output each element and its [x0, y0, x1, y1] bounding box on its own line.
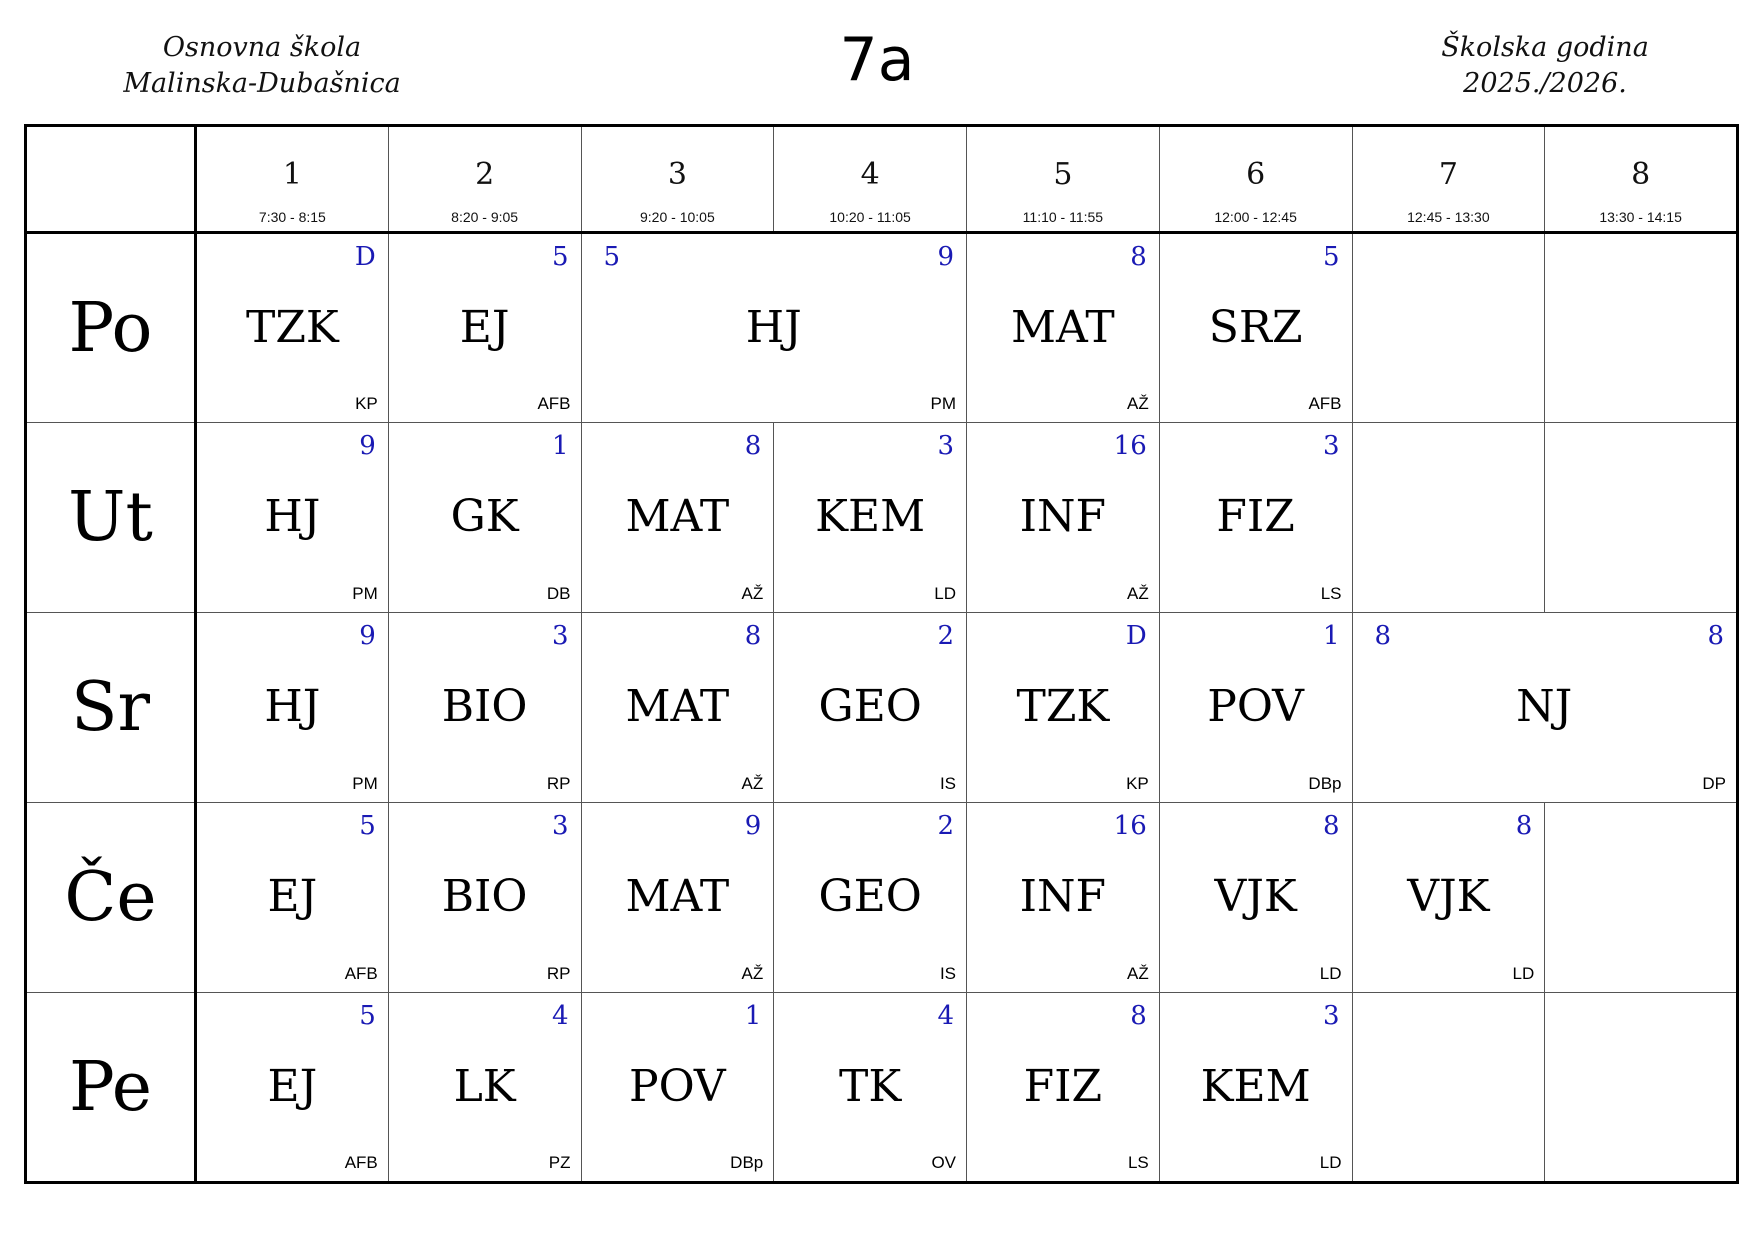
room-number: D: [1125, 621, 1147, 651]
lesson-cell: [774, 803, 967, 993]
day-label: Sr: [26, 613, 196, 803]
room-number: 3: [1322, 431, 1340, 461]
room-number: 4: [551, 1001, 569, 1031]
lesson-cell: [581, 993, 774, 1183]
lesson-cell: [196, 993, 389, 1183]
lesson-cell: [967, 423, 1160, 613]
subject: POV: [629, 1061, 726, 1112]
subject: INF: [1019, 491, 1107, 542]
lesson-cell: [1352, 803, 1545, 993]
period-time: 8:20 - 9:05: [451, 209, 519, 225]
subject: EJ: [459, 302, 510, 353]
lesson-cell: [967, 613, 1160, 803]
teacher-code: AŽ: [1127, 964, 1149, 983]
teacher-code: DB: [546, 584, 571, 603]
lesson-cell: [388, 993, 581, 1183]
room-number: 16: [1113, 431, 1147, 461]
room-number: 3: [551, 621, 569, 651]
lesson-cell: [1159, 613, 1352, 803]
subject: VJK: [1407, 871, 1490, 922]
room-number-left: 5: [603, 242, 621, 272]
teacher-code: AFB: [344, 964, 378, 983]
teacher-code: AFB: [1308, 394, 1342, 413]
teacher-code: AŽ: [741, 964, 764, 983]
lesson-cell: [581, 423, 774, 613]
room-number: 8: [744, 621, 762, 651]
subject: FIZ: [1023, 1061, 1103, 1112]
empty-cell: [1352, 423, 1545, 613]
subject: HJ: [264, 681, 321, 732]
subject: TZK: [1016, 681, 1110, 732]
room-number: 9: [937, 242, 954, 272]
room-number: 3: [1322, 1001, 1340, 1031]
period-number: 4: [860, 157, 880, 192]
lesson-cell: [196, 233, 389, 423]
room-number: 8: [1130, 1001, 1147, 1031]
room-number: 1: [551, 431, 569, 461]
lesson-cell: [581, 803, 774, 993]
day-row-po: [26, 233, 1738, 423]
room-number: 5: [551, 242, 569, 272]
period-header: [1159, 126, 1352, 233]
period-time: 12:00 - 12:45: [1214, 209, 1297, 225]
day-label: Ut: [26, 423, 196, 613]
period-header: [967, 126, 1160, 233]
subject: NJ: [1516, 681, 1573, 732]
school-name: [92, 30, 432, 102]
lesson-cell: [774, 423, 967, 613]
lesson-cell: [196, 803, 389, 993]
room-number: D: [354, 242, 376, 272]
subject: INF: [1019, 871, 1107, 922]
subject: MAT: [625, 871, 730, 922]
lesson-cell: [196, 613, 389, 803]
day-row-ce: [26, 803, 1738, 993]
class-title: 7a: [839, 25, 915, 95]
day-label: Če: [26, 803, 196, 993]
period-number: 5: [1053, 157, 1073, 192]
teacher-code: IS: [939, 774, 956, 793]
period-number: 8: [1631, 157, 1651, 192]
empty-cell: [1545, 233, 1738, 423]
subject: LK: [453, 1061, 516, 1112]
room-number: 8: [1515, 811, 1533, 841]
teacher-code: LD: [1512, 964, 1535, 983]
teacher-code: IS: [939, 964, 956, 983]
lesson-cell: [581, 613, 774, 803]
teacher-code: AFB: [537, 394, 571, 413]
room-number: 9: [359, 621, 376, 651]
room-number: 5: [1322, 242, 1340, 272]
empty-cell: [1545, 423, 1738, 613]
subject: EJ: [267, 1061, 318, 1112]
subject: MAT: [625, 491, 730, 542]
room-number: 2: [937, 811, 954, 841]
lesson-cell: [967, 803, 1160, 993]
room-number: 8: [744, 431, 762, 461]
teacher-code: RP: [546, 964, 571, 983]
period-number: 1: [282, 157, 302, 192]
teacher-code: AŽ: [1127, 394, 1149, 413]
subject: FIZ: [1216, 491, 1295, 542]
timetable: [24, 124, 1739, 1184]
school-year-line2: 2025./2026.: [1463, 68, 1627, 99]
lesson-cell: [1159, 423, 1352, 613]
period-header: [196, 126, 389, 233]
period-number: 3: [667, 157, 687, 192]
period-number: 7: [1438, 157, 1458, 192]
period-time: 10:20 - 11:05: [829, 209, 911, 225]
subject: BIO: [441, 681, 528, 732]
lesson-cell: [774, 993, 967, 1183]
room-number: 9: [359, 431, 376, 461]
period-time: 13:30 - 14:15: [1599, 209, 1682, 225]
teacher-code: LD: [1319, 964, 1342, 983]
empty-cell: [1545, 803, 1738, 993]
empty-cell: [1545, 993, 1738, 1183]
room-number: 9: [744, 811, 762, 841]
lesson-cell: [196, 423, 389, 613]
lesson-cell: [967, 233, 1160, 423]
lesson-cell: [1159, 993, 1352, 1183]
lesson-cell: [388, 233, 581, 423]
subject: HJ: [745, 302, 802, 353]
teacher-code: LS: [1320, 584, 1342, 603]
lesson-cell: [388, 423, 581, 613]
period-number: 6: [1246, 157, 1266, 192]
period-header-row: [26, 126, 1738, 233]
subject: SRZ: [1208, 302, 1303, 353]
empty-cell: [1352, 993, 1545, 1183]
teacher-code: LD: [934, 584, 956, 603]
teacher-code: PZ: [548, 1153, 571, 1172]
room-number: 1: [1322, 621, 1340, 651]
lesson-cell: [1159, 233, 1352, 423]
period-header: [388, 126, 581, 233]
period-time: 12:45 - 13:30: [1407, 209, 1490, 225]
subject: KEM: [1200, 1061, 1311, 1112]
period-time: 7:30 - 8:15: [258, 209, 326, 225]
subject: POV: [1207, 681, 1304, 732]
lesson-cell: [388, 613, 581, 803]
room-number: 5: [359, 1001, 376, 1031]
subject: GEO: [818, 681, 922, 732]
teacher-code: PM: [352, 584, 378, 603]
room-number: 8: [1707, 621, 1724, 651]
room-number: 3: [551, 811, 569, 841]
teacher-code: RP: [546, 774, 571, 793]
day-row-ut: [26, 423, 1738, 613]
room-number: 1: [744, 1001, 762, 1031]
period-header: [1545, 126, 1738, 233]
day-label: Pe: [26, 993, 196, 1183]
lesson-cell: [388, 803, 581, 993]
day-row-pe: [26, 993, 1738, 1183]
subject: HJ: [264, 491, 321, 542]
subject: KEM: [815, 491, 926, 542]
subject: EJ: [267, 871, 318, 922]
teacher-code: DBp: [730, 1153, 764, 1172]
teacher-code: LD: [1319, 1153, 1342, 1172]
day-label: Po: [26, 233, 196, 423]
room-number: 3: [937, 431, 954, 461]
lesson-cell: [1159, 803, 1352, 993]
subject: TZK: [245, 302, 339, 353]
subject: TK: [839, 1061, 902, 1112]
subject: MAT: [1010, 302, 1115, 353]
period-header: [581, 126, 774, 233]
lesson-cell-double: [581, 233, 967, 423]
room-number: 8: [1322, 811, 1340, 841]
subject: MAT: [625, 681, 730, 732]
teacher-code: PM: [930, 394, 956, 413]
corner-cell: [26, 126, 196, 233]
lesson-cell: [774, 613, 967, 803]
school-year: [1395, 30, 1695, 102]
teacher-code: LS: [1127, 1153, 1149, 1172]
teacher-code: AFB: [344, 1153, 378, 1172]
subject: VJK: [1214, 871, 1297, 922]
teacher-code: KP: [1126, 774, 1149, 793]
teacher-code: OV: [931, 1153, 956, 1172]
room-number: 4: [937, 1001, 954, 1031]
period-header: [774, 126, 967, 233]
period-time: 11:10 - 11:55: [1022, 209, 1104, 225]
empty-cell: [1352, 233, 1545, 423]
subject: BIO: [441, 871, 528, 922]
day-row-sr: [26, 613, 1738, 803]
teacher-code: DBp: [1308, 774, 1342, 793]
subject: GK: [450, 491, 519, 542]
teacher-code: AŽ: [741, 584, 764, 603]
teacher-code: AŽ: [741, 774, 764, 793]
period-time: 9:20 - 10:05: [640, 209, 715, 225]
period-number: 2: [475, 157, 495, 192]
school-year-line1: Školska godina: [1441, 32, 1649, 63]
lesson-cell-double: [1352, 613, 1738, 803]
period-header: [1352, 126, 1545, 233]
school-name-line2: Malinska-Dubašnica: [123, 68, 401, 99]
room-number: 2: [937, 621, 954, 651]
teacher-code: DP: [1702, 774, 1726, 793]
school-name-line1: Osnovna škola: [162, 32, 362, 63]
room-number: 16: [1113, 811, 1147, 841]
teacher-code: AŽ: [1127, 584, 1149, 603]
room-number-left: 8: [1374, 621, 1392, 651]
room-number: 8: [1130, 242, 1147, 272]
lesson-cell: [967, 993, 1160, 1183]
teacher-code: PM: [352, 774, 378, 793]
teacher-code: KP: [355, 394, 378, 413]
subject: GEO: [818, 871, 922, 922]
room-number: 5: [359, 811, 376, 841]
